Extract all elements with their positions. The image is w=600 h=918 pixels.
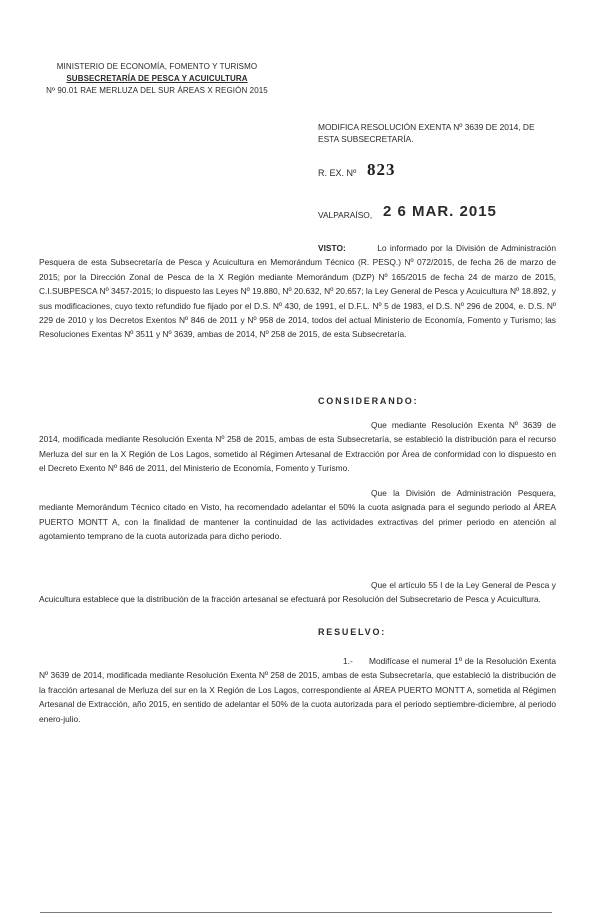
considerando-heading: CONSIDERANDO: bbox=[318, 396, 419, 406]
place: VALPARAÍSO, bbox=[318, 210, 373, 220]
considerando-paragraph-1: Que mediante Resolución Exenta Nº 3639 de 2014, modificada mediante Resolución Exenta Nº 258 de 2015, ambas de esta Subsecretaría, se estableció la distribución para el recurso Merluza del sur en la X Región de Los Lagos, sometido al Régimen Artesanal de Extracción por Área de conformidad con lo dispuesto en el Decreto Exento Nº 846 de 2011, del Ministerio de Economía, Fomento y Turismo. bbox=[39, 420, 556, 474]
considerando-paragraph-3: Que el artículo 55 I de la Ley General de Pesca y Acuicultura establece que la distribución de la fracción artesanal se efectuará por Resolución del Subsecretario de Pesca y Acuicultura. bbox=[39, 580, 556, 605]
resolution-label: R. EX. Nº bbox=[318, 168, 357, 178]
ministry-name: MINISTERIO DE ECONOMÍA, FOMENTO Y TURISMO bbox=[56, 62, 258, 71]
footer-divider bbox=[40, 912, 552, 913]
visto-label: VISTO: bbox=[318, 243, 346, 253]
resuelvo-item-text: Modifícase el numeral 1º de la Resolución Exenta Nº 3639 de 2014, modificada mediante Resolución Exenta Nº 258 de 2015, ambas de esta Subsecretaría, que estableció la distribución de la fracción artesanal de Merluza del sur en la X Región de Los Lagos, correspondiente al ÁREA PUERTO MONTT A, sometida al Régimen Artesanal de Extracción, año 2015, en sentido de adelantar el 50% de la cuota autorizada para el periodo septiembre-diciembre, al periodo enero-julio. bbox=[39, 656, 556, 724]
visto-paragraph bbox=[39, 241, 556, 342]
resolution-title: MODIFICA RESOLUCIÓN EXENTA Nº 3639 DE 2014, DE ESTA SUBSECRETARÍA. bbox=[318, 122, 535, 144]
date-stamp: 2 6 MAR. 2015 bbox=[383, 203, 497, 220]
considerando-paragraph-2: Que la División de Administración Pesquera, mediante Memorándum Técnico citado en Visto, ha recomendado adelantar el 50% la cuota asignada para el segundo periodo al ÁREA PUERTO MONTT A, con la finalidad de mantener la continuidad de las actividades extractivas del primer periodo en atención al agotamiento temprano de la cuota autorizada para dicho periodo. bbox=[39, 488, 556, 542]
subsecretary-name: SUBSECRETARÍA DE PESCA Y ACUICULTURA bbox=[66, 74, 248, 83]
visto-text: Lo informado por la División de Administración Pesquera de esta Subsecretaría de Pesca y Acuicultura en Memorándum Técnico (R. PESQ.) Nº 072/2015, de fecha 26 de marzo de 2015; por la Dirección Zonal de Pesca de la X Región mediante Memorándum (DZP) Nº 165/2015 de fecha 24 de marzo de 2015, C.I.SUBPESCA Nº 3457-2015; lo dispuesto las Leyes Nº 19.880, Nº 20.632, Nº 20.657; la Ley General de Pesca y Acuicultura Nº 18.892, y sus modificaciones, cuyo texto refundido fue fijado por el D.S. Nº 430, de 1991, el D.F.L. Nº 5 de 1983, el D.S. Nº 296 de 2004, e. D.S. Nº 229 de 2010 y los Decretos Exentos Nº 846 de 2011 y Nº 958 de 2014, todos del actual Ministerio de Economía, Fomento y Turismo; las Resoluciones Exentas Nº 3511 y Nº 3639, ambas de 2014, Nº 258 de 2015, de esta Subsecretaría. bbox=[39, 243, 556, 340]
resolution-number: 823 bbox=[367, 160, 396, 179]
reference-code: Nº 90.01 RAE MERLUZA DEL SUR ÁREAS X REGIÓN 2015 bbox=[46, 86, 268, 95]
resuelvo-item-number: 1.- bbox=[343, 656, 353, 666]
resuelvo-heading: RESUELVO: bbox=[318, 627, 387, 637]
